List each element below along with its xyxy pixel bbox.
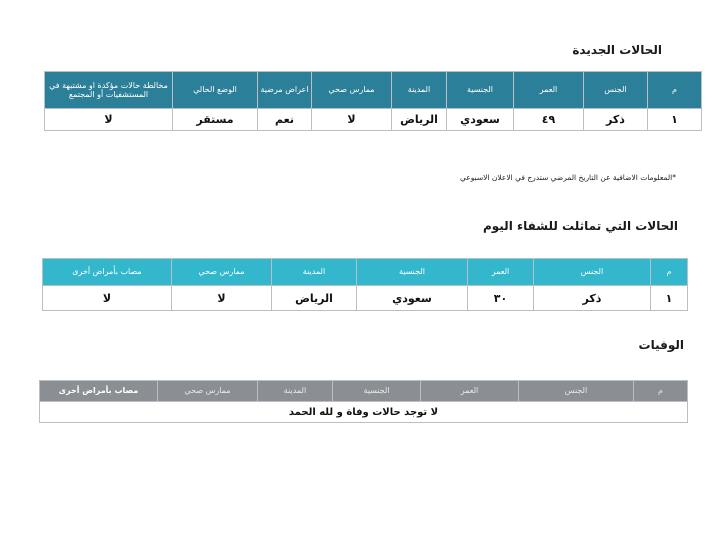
header-cell: المدينة xyxy=(258,381,333,402)
header-cell: العمر xyxy=(421,381,519,402)
table-cell: ١ xyxy=(648,109,702,131)
table-header-row xyxy=(40,381,688,402)
header-cell: مصاب بأمراض أخرى xyxy=(40,381,158,402)
header-cell: مخالطة حالات مؤكدة او مشتبهة في المستشفيات أو المجتمع xyxy=(45,72,173,109)
header-cell: م xyxy=(634,381,688,402)
header-cell: الجنس xyxy=(519,381,634,402)
header-cell: ممارس صحي xyxy=(172,259,272,286)
header-cell: الجنس xyxy=(534,259,651,286)
table-cell: نعم xyxy=(258,109,312,131)
header-cell: العمر xyxy=(468,259,534,286)
table-cell: الرياض xyxy=(272,286,357,311)
table-cell: لا xyxy=(312,109,392,131)
table-cell: ذكر xyxy=(534,286,651,311)
table-cell: ٤٩ xyxy=(514,109,584,131)
no-deaths-message: لا توجد حالات وفاة و لله الحمد xyxy=(40,402,688,423)
header-cell: ممارس صحي xyxy=(312,72,392,109)
recovered-table xyxy=(42,258,688,311)
header-cell: ممارس صحي xyxy=(158,381,258,402)
table-cell: سعودي xyxy=(447,109,514,131)
table-cell: ذكر xyxy=(584,109,648,131)
recovered-title: الحالات التي تماثلت للشفاء اليوم xyxy=(482,219,678,233)
deaths-title: الوفيات xyxy=(638,338,684,352)
header-cell: العمر xyxy=(514,72,584,109)
table-row xyxy=(40,402,688,423)
header-cell: المدينة xyxy=(272,259,357,286)
table-header-row xyxy=(45,72,702,109)
table-header-row xyxy=(43,259,688,286)
header-cell: مصاب بأمراض أخرى xyxy=(43,259,172,286)
new-cases-table xyxy=(44,71,702,131)
table-row xyxy=(43,286,688,311)
table-cell: لا xyxy=(43,286,172,311)
header-cell: م xyxy=(648,72,702,109)
header-cell: الوضع الحالي xyxy=(173,72,258,109)
table-cell: لا xyxy=(45,109,173,131)
table-cell: ٣٠ xyxy=(468,286,534,311)
header-cell: الجنسية xyxy=(447,72,514,109)
table-cell: مستقر xyxy=(173,109,258,131)
table-row xyxy=(45,109,702,131)
deaths-table xyxy=(39,380,688,423)
table-cell: لا xyxy=(172,286,272,311)
header-cell: المدينة xyxy=(392,72,447,109)
header-cell: اعراض مرضية xyxy=(258,72,312,109)
header-cell: الجنسية xyxy=(333,381,421,402)
header-cell: الجنسية xyxy=(357,259,468,286)
table-cell: ١ xyxy=(651,286,688,311)
header-cell: الجنس xyxy=(584,72,648,109)
table-cell: سعودي xyxy=(357,286,468,311)
new-cases-title: الحالات الجديدة xyxy=(572,43,662,57)
header-cell: م xyxy=(651,259,688,286)
table-cell: الرياض xyxy=(392,109,447,131)
weekly-note: *المعلومات الاضافية عن التاريخ المرضي ستدرج في الاعلان الاسبوعي xyxy=(460,173,676,182)
